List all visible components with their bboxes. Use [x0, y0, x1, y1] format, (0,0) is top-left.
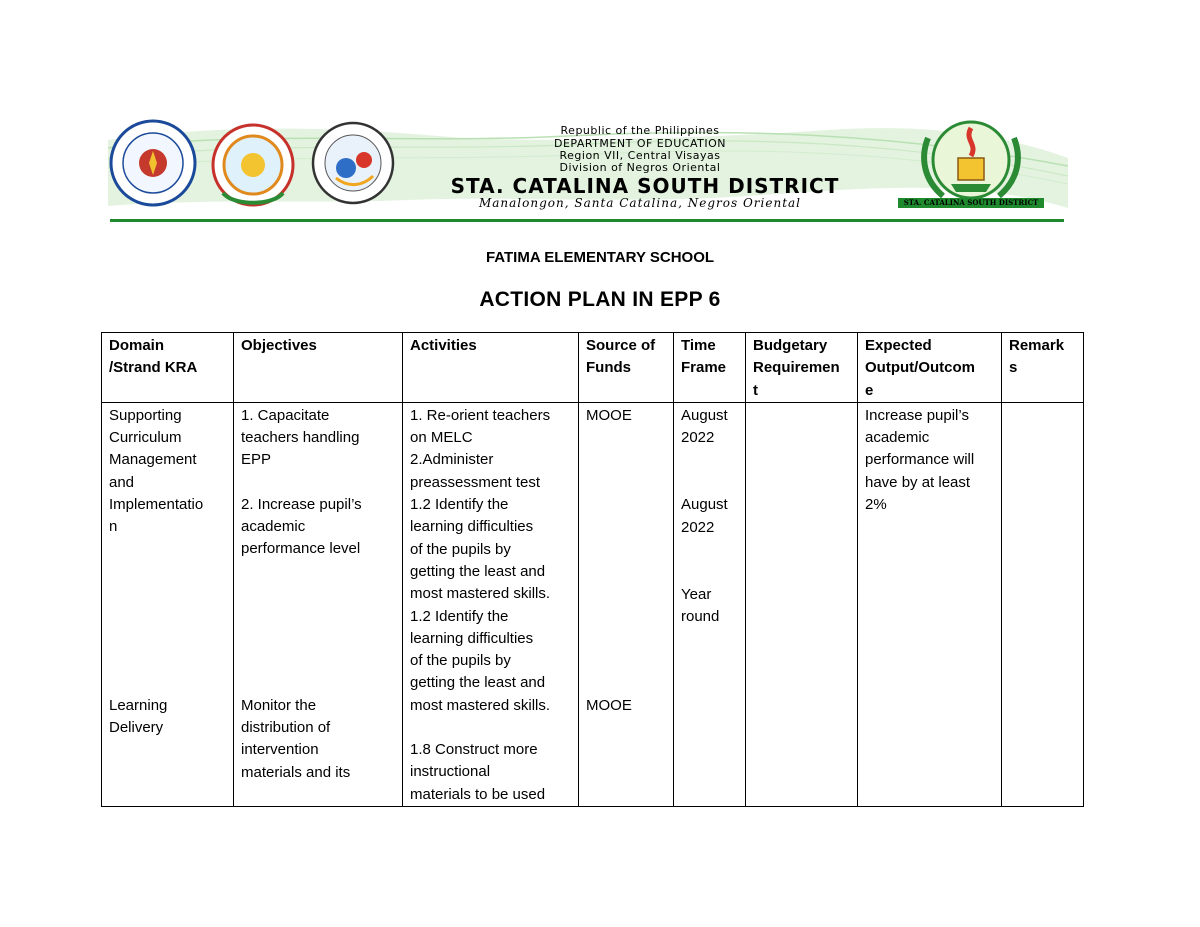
cell-budgetary-requirement — [746, 402, 858, 806]
activities-construct-materials: 1.8 Construct more instructional materials to be used — [410, 741, 546, 803]
table-row — [102, 402, 1084, 806]
district-seal-icon — [313, 123, 393, 203]
cell-time-frame — [674, 402, 746, 806]
time-year-round: Year round — [681, 586, 720, 626]
header-objectives: Objectives — [234, 333, 403, 403]
header-republic: Republic of the Philippines — [560, 124, 720, 137]
header-region: Region VII, Central Visayas — [559, 149, 721, 162]
header-source-of-funds: Source of Funds — [579, 333, 674, 403]
time-august-2022-1: August 2022 — [681, 406, 728, 447]
cell-expected-output — [858, 402, 1002, 806]
seal-label: STA. CATALINA SOUTH DISTRICT — [898, 198, 1044, 208]
banner-underline — [110, 219, 1064, 222]
school-name: FATIMA ELEMENTARY SCHOOL — [485, 249, 715, 266]
time-august-2022-2: August 2022 — [681, 496, 728, 536]
header-domain: Domain /Strand KRA — [102, 333, 234, 403]
header-time-frame: Time Frame — [674, 333, 746, 403]
school-seal-icon — [213, 125, 293, 205]
expected-output-text: Increase pupil’s academic performance will have by at least 2% — [865, 406, 975, 514]
header-expected-output: Expected Output/Outcom e — [858, 333, 1002, 403]
funds-mooe-1: MOOE — [586, 406, 632, 424]
cell-domain — [102, 402, 234, 806]
cell-remarks — [1002, 402, 1084, 806]
objective-increase-performance: 2. Increase pupil’s academic performance level — [241, 495, 362, 558]
header-department: DEPARTMENT OF EDUCATION — [554, 137, 726, 150]
domain-supporting-curriculum: Supporting Curriculum Management and Implementatio n — [109, 406, 204, 536]
activities-reorient-and-assess: 1. Re-orient teachers on MELC 2.Administer preassessment test 1.2 Identify the learning difficulties of the pupils by getting the least and most mastered skills. 1.2 Identify the learning difficulties of the pupils by getting the least and most mastered skills. — [410, 406, 551, 714]
deped-seal-icon — [111, 121, 195, 205]
objective-monitor-distribution: Monitor the distribution of intervention materials and its — [241, 696, 351, 781]
funds-mooe-2: MOOE — [586, 697, 632, 715]
cell-activities — [403, 402, 579, 806]
action-plan-table — [101, 332, 1084, 807]
cell-objectives — [234, 402, 403, 806]
district-header-banner — [108, 118, 1068, 228]
table-header-row — [102, 333, 1084, 403]
domain-learning-delivery: Learning Delivery — [109, 696, 168, 736]
header-activities: Activities — [403, 333, 579, 403]
cell-source-of-funds — [579, 402, 674, 806]
objective-capacitate-teachers: 1. Capacitate teachers handling EPP — [241, 406, 360, 469]
header-division: Division of Negros Oriental — [559, 161, 721, 174]
document-title: ACTION PLAN IN EPP 6 — [479, 288, 721, 311]
header-budgetary-requirement: Budgetary Requiremen t — [746, 333, 858, 403]
header-district: STA. CATALINA SOUTH DISTRICT — [450, 174, 840, 198]
header-remarks: Remark s — [1002, 333, 1084, 403]
header-address: Manalongon, Santa Catalina, Negros Oriental — [478, 196, 802, 210]
